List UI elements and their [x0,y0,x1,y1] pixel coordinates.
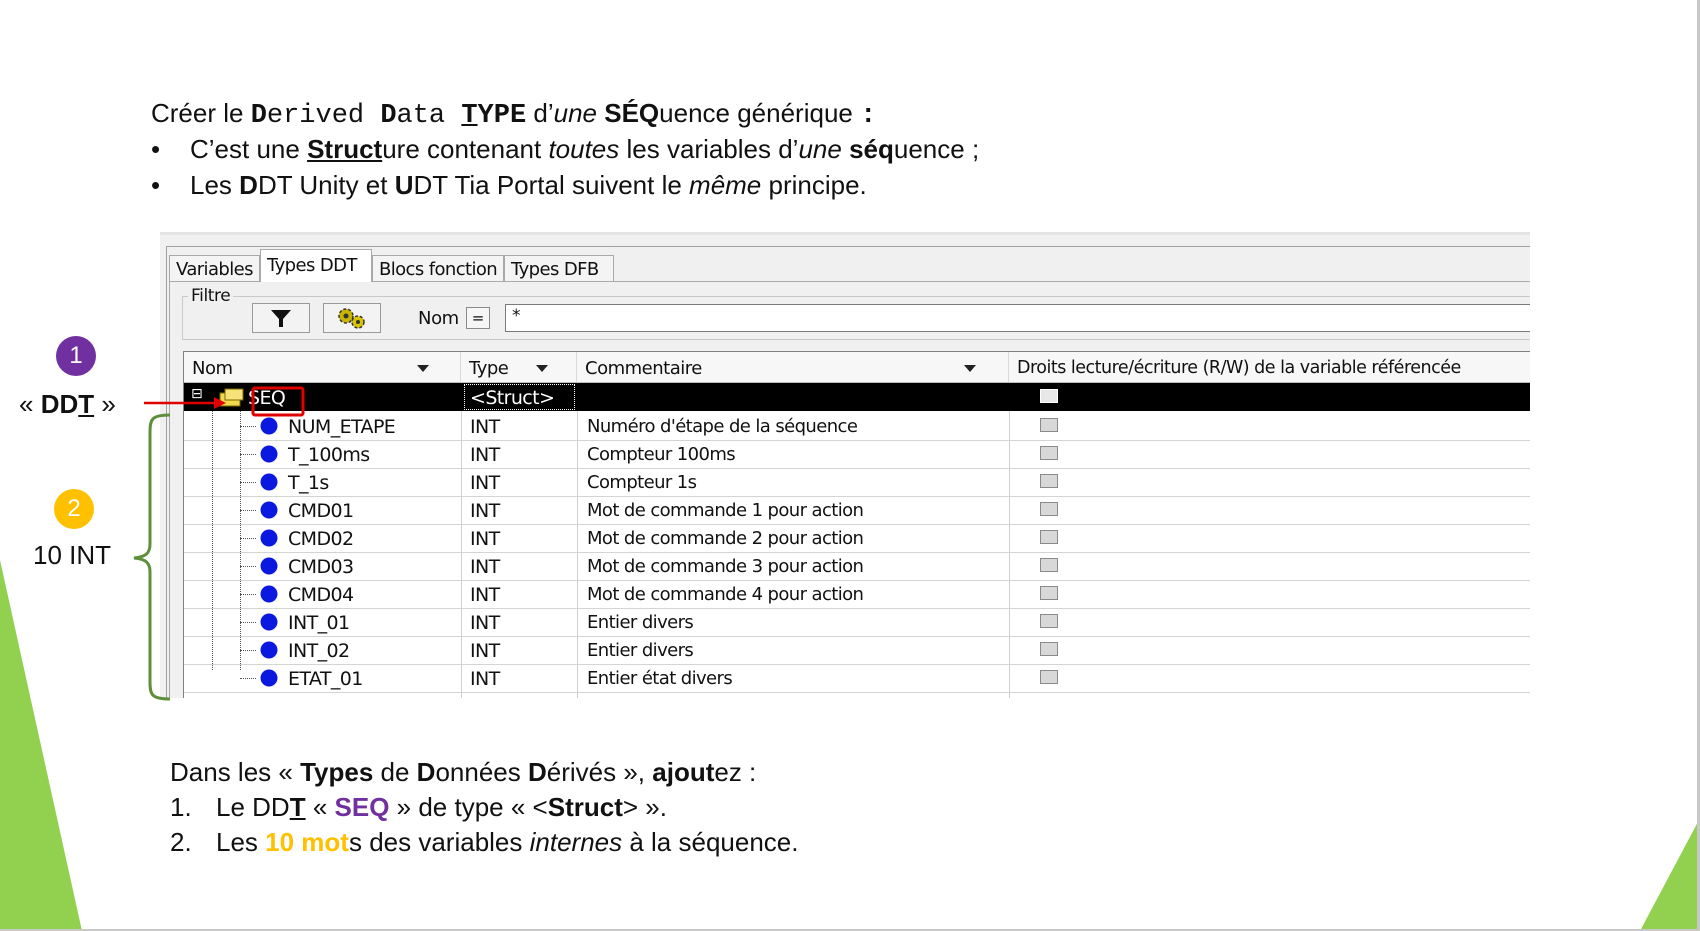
tab-types-ddt[interactable]: Types DDT [260,249,372,282]
intro-text [151,95,979,203]
row-type: INT [470,416,500,438]
rw-checkbox[interactable] [1040,418,1058,432]
row-type: INT [470,528,500,550]
int-variable-icon [259,668,279,688]
filter-group-label: Filtre [188,286,233,306]
table-row[interactable] [184,608,1530,637]
table-row[interactable] [184,468,1530,497]
sort-arrow-icon [536,365,548,372]
row-comment: Entier état divers [587,668,733,689]
row-comment: Mot de commande 2 pour action [587,528,864,549]
grid-header [184,352,1530,383]
row-name: ETAT_01 [288,668,363,690]
filter-name-input[interactable]: * [505,304,1530,332]
rw-checkbox[interactable] [1040,614,1058,628]
column-header-type[interactable]: Type [461,352,577,382]
table-row[interactable] [184,636,1530,665]
rw-checkbox[interactable] [1040,670,1058,684]
tab-blocs-fonction[interactable]: Blocs fonction [372,255,504,281]
green-triangle-right-decoration [1630,0,1700,931]
row-name: T_100ms [288,444,370,466]
row-name: INT_02 [288,640,350,662]
row-comment: Numéro d'étape de la séquence [587,416,858,437]
row-name: NUM_ETAPE [288,416,396,438]
row-type: INT [470,556,500,578]
row-comment: Mot de commande 1 pour action [587,500,864,521]
int-variable-icon [259,472,279,492]
table-row[interactable] [184,440,1530,469]
filter-operator-button[interactable]: = [466,307,490,329]
int-variable-icon [259,584,279,604]
table-row-seq[interactable] [184,383,1530,411]
table-row[interactable] [184,580,1530,609]
rw-checkbox[interactable] [1040,530,1058,544]
gear-icon [324,304,380,332]
int-count-annotation: 10 INT [33,540,112,570]
int-variable-icon [259,528,279,548]
ddt-annotation: « DDT » [19,389,116,419]
bullet: • [151,134,161,164]
table-row[interactable] [184,412,1530,441]
row-comment: Compteur 1s [587,472,697,493]
funnel-icon [253,304,309,332]
step-badge-1: 1 [56,336,96,376]
row-comment: Entier divers [587,612,694,633]
outro-line-1: Dans les « Types de Données Dérivés », ajoutez : [170,757,757,787]
row-name: CMD01 [288,500,354,522]
tab-variables[interactable]: Variables [169,255,260,281]
rw-checkbox[interactable] [1040,446,1058,460]
int-variable-icon [259,556,279,576]
collapse-icon[interactable]: ⊟ [191,386,203,402]
table-row[interactable] [184,552,1530,581]
table-row[interactable] [184,496,1530,525]
bullet: • [151,170,161,200]
int-variable-icon [259,500,279,520]
filter-button[interactable] [252,303,310,333]
int-variable-icon [259,416,279,436]
int-variable-icon [259,640,279,660]
row-comment: Compteur 100ms [587,444,736,465]
sort-arrow-icon [964,365,976,372]
row-type: INT [470,668,500,690]
row-type: INT [470,444,500,466]
rw-checkbox[interactable] [1040,642,1058,656]
intro-line-3: • Les DDT Unity et UDT Tia Portal suivent le même principe. [151,167,979,203]
int-variable-icon [259,612,279,632]
column-header-commentaire[interactable]: Commentaire [577,352,1009,382]
row-type: INT [470,500,500,522]
outro-line-2: 1. Le DDT « SEQ » de type « <Struct> ». [170,790,798,825]
sort-arrow-icon [417,365,429,372]
tab-types-dfb[interactable]: Types DFB [504,255,614,281]
row-type: <Struct> [464,384,575,410]
row-name: CMD04 [288,584,354,606]
ddt-editor-screenshot [160,232,1530,698]
table-row[interactable] [184,664,1530,693]
table-row[interactable] [184,524,1530,553]
row-comment: Mot de commande 3 pour action [587,556,864,577]
filter-settings-button[interactable] [323,303,381,333]
filter-nom-label: Nom [418,308,459,329]
column-header-nom[interactable]: Nom [184,352,461,382]
rw-checkbox[interactable] [1040,389,1058,403]
list-number: 2. [170,827,192,857]
rw-checkbox[interactable] [1040,502,1058,516]
ddt-grid [183,351,1530,698]
outro-line-3: 2. Les 10 mots des variables internes à la séquence. [170,825,798,860]
row-name: CMD03 [288,556,354,578]
row-comment: Mot de commande 4 pour action [587,584,864,605]
row-name: INT_01 [288,612,350,634]
outro-text [170,755,798,860]
list-number: 1. [170,792,192,822]
rw-checkbox[interactable] [1040,586,1058,600]
row-type: INT [470,584,500,606]
step-badge-2: 2 [54,489,94,529]
row-comment: Entier divers [587,640,694,661]
row-name: SEQ [248,387,286,409]
intro-line-2: • C’est une Structure contenant toutes les variables d’une séquence ; [151,131,979,167]
struct-folder-icon [218,387,244,407]
row-type: INT [470,472,500,494]
row-name: CMD02 [288,528,354,550]
row-type: INT [470,640,500,662]
row-type: INT [470,612,500,634]
row-name: T_1s [288,472,329,494]
int-variable-icon [259,444,279,464]
rw-checkbox[interactable] [1040,474,1058,488]
green-triangle-left-decoration [0,0,100,931]
rw-checkbox[interactable] [1040,558,1058,572]
column-header-droits[interactable]: Droits lecture/écriture (R/W) de la variable référencée [1009,352,1530,382]
intro-line-1: Créer le Derived Data TYPE d’une SÉQuence générique : [151,98,877,131]
